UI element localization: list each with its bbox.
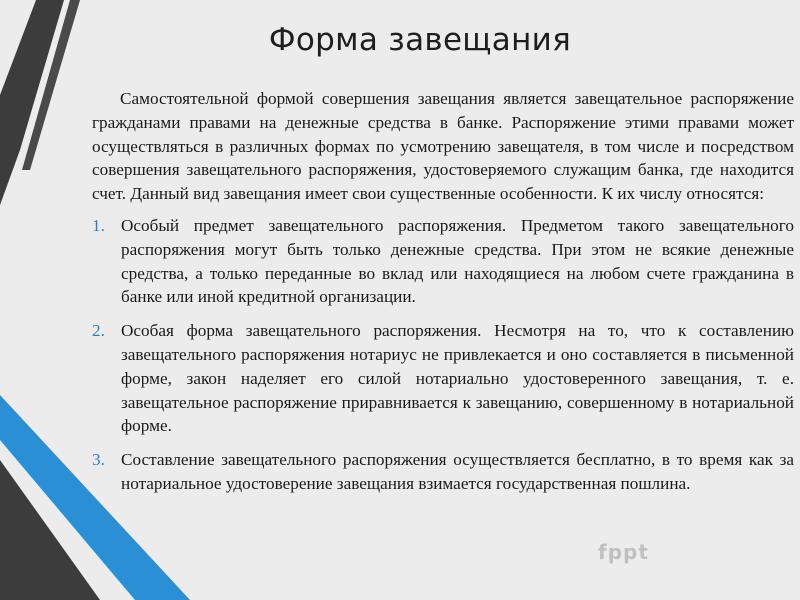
list-text: Особый предмет завещательного распоряжения. Предметом такого завещательного распоряжения могут быть только денежные средства. При этом не всякие денежные средства, а только переданные во вклад или находящиеся на любом счете гражданина в банке или иной кредитной организации. [121, 215, 794, 307]
slide-content [92, 87, 794, 506]
list-item [92, 448, 794, 496]
list-text: Особая форма завещательного распоряжения. Несмотря на то, что к составлению завещательного распоряжения нотариус не привлекается и оно составляется в письменной форме, закон наделяет его силой нотариально удостоверенного завещания, т. е. завещательное распоряжение приравнивается к завещанию, совершенному в нотариальной форме. [121, 321, 794, 436]
list-item [92, 214, 794, 309]
list-text: Составление завещательного распоряжения осуществляется бесплатно, в то время как за нотариальное удостоверение завещания взимается государственная пошлина. [121, 450, 794, 493]
list-item [92, 319, 794, 438]
list-number: 3. [92, 450, 105, 470]
watermark-logo: fppt [598, 540, 649, 564]
list-number: 2. [92, 321, 105, 341]
slide-title: Форма завещания [268, 22, 572, 58]
intro-paragraph: Самостоятельной формой совершения завещания является завещательное распоряжение гражданами правами на денежные средства в банке. Распоряжение этими правами может осуществляться в различных формах по усмотрению завещателя, в том числе и посредством совершения завещательного распоряжения, удостоверяемого служащим банка, где находится счет. Данный вид завещания имеет свои существенные особенности. К их числу относятся: [92, 89, 794, 204]
list-number: 1. [92, 215, 105, 235]
features-list [92, 214, 794, 496]
